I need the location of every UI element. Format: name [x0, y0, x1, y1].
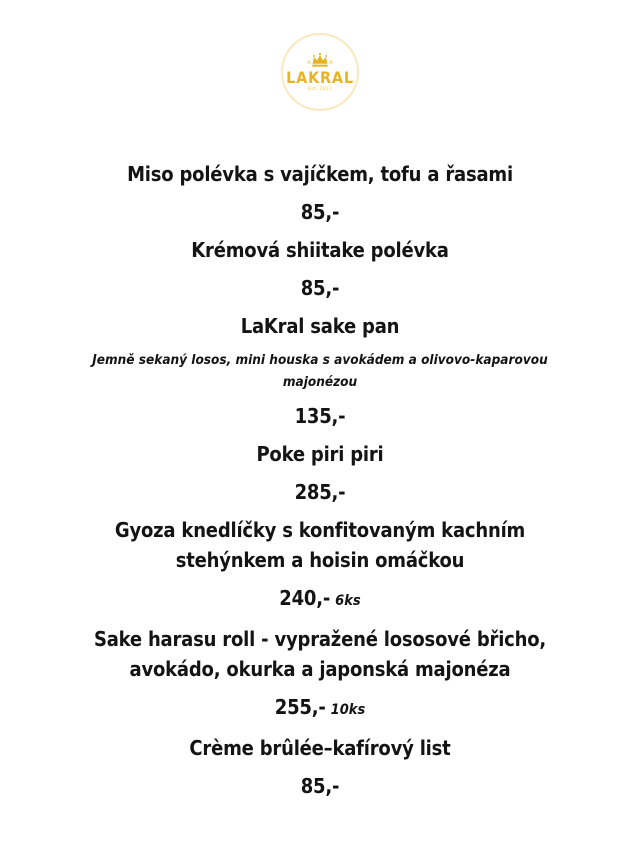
menu-item-price-row — [60, 771, 580, 801]
menu-item-name: Miso polévka s vajíčkem, tofu a řasami — [127, 162, 513, 186]
menu-item-price: 85,- — [300, 774, 340, 798]
menu-item — [60, 311, 580, 431]
brand-name: LAKRAL — [286, 67, 354, 87]
crown-icon — [305, 51, 335, 69]
menu-item-price: 85,- — [300, 276, 340, 300]
menu-item — [60, 624, 580, 725]
menu-item — [60, 439, 580, 507]
menu-item-price-row — [60, 273, 580, 303]
menu-item-price-row — [60, 197, 580, 227]
menu-item-name: LaKral sake pan — [240, 314, 400, 338]
menu-item — [60, 159, 580, 227]
restaurant-logo — [281, 33, 359, 111]
menu-item-name: Sake harasu roll - vypražené lososové břicho, avokádo, okurka a japonská majonéza — [93, 627, 547, 681]
menu-item-name: Poke piri piri — [256, 442, 384, 466]
menu-item-name: Gyoza knedlíčky s konfitovaným kachním stehýnkem a hoisin omáčkou — [114, 518, 526, 572]
menu-item-price-row — [60, 692, 580, 725]
menu-item-price: 135,- — [294, 404, 346, 428]
menu-item-price-row — [60, 583, 580, 616]
menu-item-unit: 6ks — [335, 593, 361, 609]
menu-item-price: 240,- — [279, 586, 331, 610]
menu-item-unit: 10ks — [330, 702, 366, 718]
menu-item-price-row — [60, 401, 580, 431]
menu-item-description: Jemně sekaný losos, mini houska s avokádem a olivovo-kaparovou majonézou — [92, 352, 548, 390]
menu-item-price: 85,- — [300, 200, 340, 224]
menu-item-name: Krémová shiitake polévka — [191, 238, 449, 262]
menu-list — [60, 159, 580, 801]
menu-item-name: Crème brûlée–kafírový list — [189, 736, 451, 760]
brand-tagline: Est. 2013 — [308, 86, 332, 92]
menu-item-price-row — [60, 477, 580, 507]
menu-item — [60, 515, 580, 616]
menu-item-price: 255,- — [274, 695, 326, 719]
menu-item — [60, 733, 580, 801]
menu-item — [60, 235, 580, 303]
menu-item-price: 285,- — [294, 480, 346, 504]
